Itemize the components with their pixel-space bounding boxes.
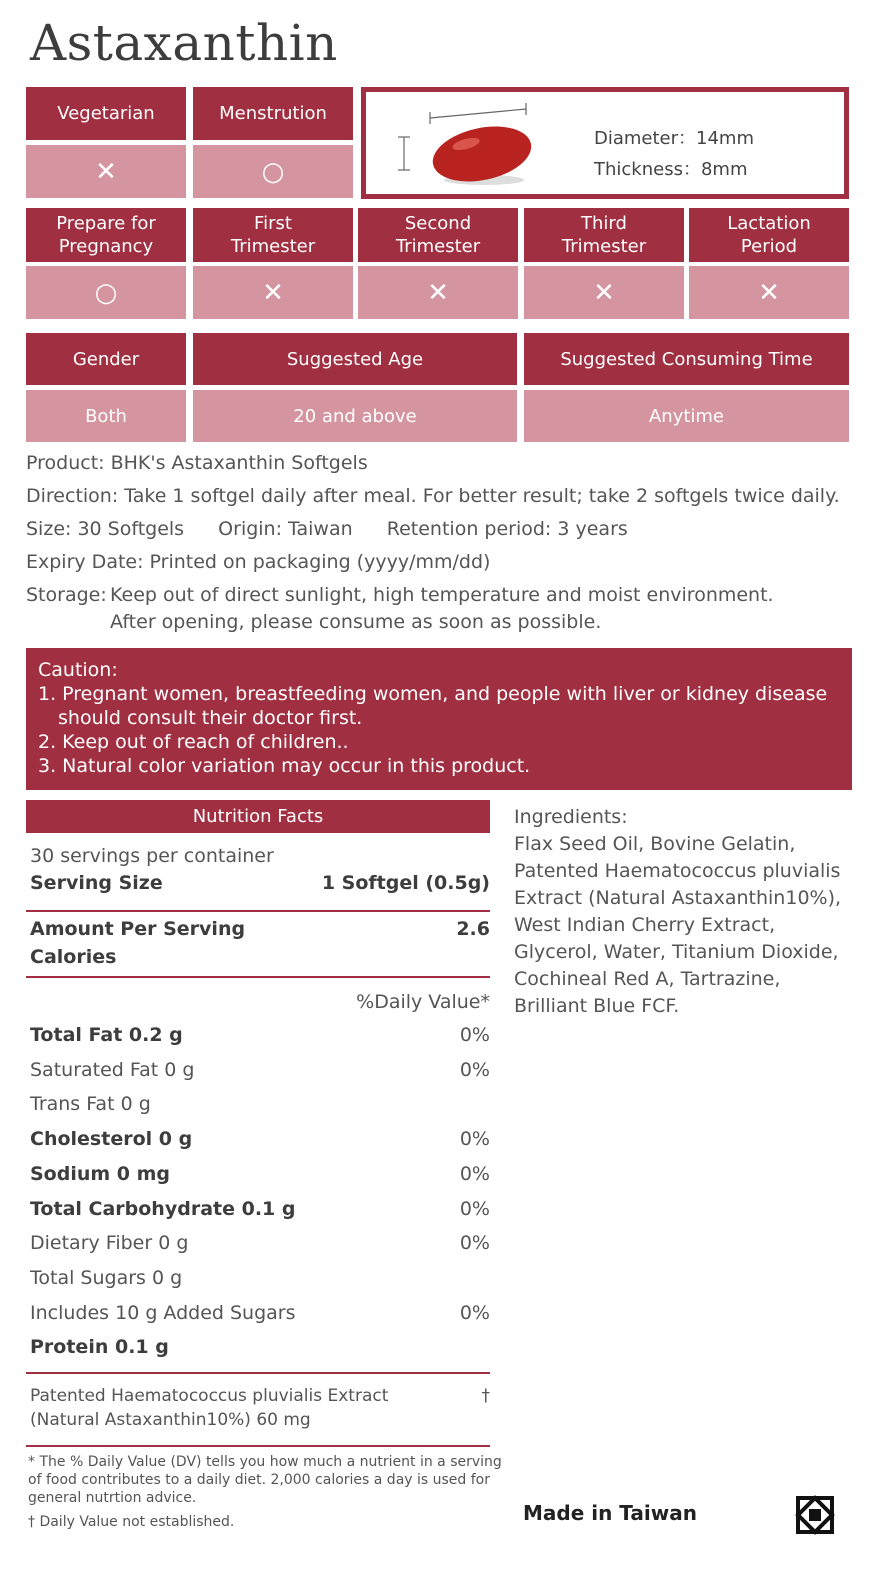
nutrient-dv: 0% (459, 1197, 490, 1220)
menstruation-value: ○ (193, 145, 353, 198)
servings-per-container (30, 845, 490, 867)
nutrient-label: Trans Fat 0 g (30, 1093, 151, 1116)
nutrient-dv: 0% (459, 1301, 490, 1324)
servings-text: 30 servings per container (30, 845, 274, 867)
page-title: Astaxanthin (30, 14, 338, 72)
nutrient-row (30, 1059, 490, 1081)
nutrient-row (30, 1024, 490, 1046)
nutrition-facts-heading: Nutrition Facts (26, 800, 490, 833)
nutrient-label: Total Sugars 0 g (30, 1266, 183, 1289)
extract-label-1: Patented Haematococcus pluvialis Extract (30, 1386, 389, 1406)
caution-item-2: 2. Keep out of reach of children.. (38, 731, 349, 753)
stage-value: ✕ (524, 266, 684, 319)
capsule-diameter: Diameter：14mm (594, 128, 755, 149)
stage-value: ○ (26, 266, 186, 319)
stage-header: Prepare for Pregnancy (26, 208, 186, 262)
size-text: Size: 30 Softgels (26, 518, 185, 540)
divider (26, 1445, 490, 1447)
nutrient-label: Includes 10 g Added Sugars (30, 1301, 296, 1324)
nutrient-label: Total Carbohydrate 0.1 g (30, 1197, 296, 1220)
gender-header: Gender (26, 333, 186, 385)
extract-row-2 (30, 1410, 490, 1430)
daily-value-header-text: %Daily Value* (356, 991, 490, 1013)
serving-size-label: Serving Size (30, 872, 163, 894)
nutrient-row (30, 1198, 490, 1220)
direction-line: Direction: Take 1 softgel daily after meal. For better result; take 2 softgels twice daily. (26, 485, 840, 507)
caution-title: Caution: (38, 659, 118, 681)
extract-mark: † (481, 1386, 490, 1406)
nutrient-row (30, 1163, 490, 1185)
consuming-time-value: Anytime (524, 390, 849, 442)
nutrient-row (30, 1128, 490, 1150)
ingredients-text: Flax Seed Oil, Bovine Gelatin, Patented Haematococcus pluvialis Extract (Natural Astaxanthin10%), West Indian Cherry Extract, Glycerol, Water, Titanium Dioxide, Cochineal Red A, Tartrazine, Brilliant Blue FCF. (514, 833, 842, 1017)
nutrient-dv: 0% (459, 1232, 490, 1255)
age-value: 20 and above (193, 390, 517, 442)
recycle-icon (795, 1495, 835, 1535)
nutrient-dv: 0% (459, 1162, 490, 1185)
calories-label: Calories (30, 946, 117, 968)
ingredients-title: Ingredients: (514, 806, 628, 828)
nutrient-dv: 0% (459, 1128, 490, 1151)
gender-value: Both (26, 390, 186, 442)
footnote-3: general nutrtion advice. (28, 1490, 197, 1506)
stage-header: Second Trimester (358, 208, 518, 262)
consuming-time-header: Suggested Consuming Time (524, 333, 849, 385)
amount-label: Amount Per Serving (30, 918, 246, 940)
vegetarian-value: ✕ (26, 145, 186, 198)
caution-item-3: 3. Natural color variation may occur in this product. (38, 755, 531, 777)
expiry-line: Expiry Date: Printed on packaging (yyyy/mm/dd) (26, 551, 491, 573)
origin-text: Origin: Taiwan (218, 518, 353, 540)
nutrient-label: Cholesterol 0 g (30, 1128, 193, 1151)
calories-value: 2.6 (456, 918, 490, 940)
nutrient-row (30, 1232, 490, 1254)
divider (26, 1372, 490, 1374)
caution-box (26, 648, 852, 790)
amount-per-serving-row (30, 918, 490, 940)
nutrient-dv: 0% (459, 1024, 490, 1046)
nutrient-label: Dietary Fiber 0 g (30, 1232, 189, 1255)
stage-value: ✕ (689, 266, 849, 319)
extract-label-2: (Natural Astaxanthin10%) 60 mg (30, 1410, 311, 1430)
capsule-thickness: Thickness：8mm (594, 159, 748, 180)
caution-item-1-cont: should consult their doctor first. (58, 707, 363, 729)
storage-line-1: Keep out of direct sunlight, high temperature and moist environment. (110, 584, 774, 606)
ingredients-block (514, 804, 854, 1020)
nutrient-label: Total Fat 0.2 g (30, 1024, 183, 1046)
storage-line-2: After opening, please consume as soon as possible. (110, 611, 602, 633)
product-line: Product: BHK's Astaxanthin Softgels (26, 452, 368, 474)
caution-item-1: 1. Pregnant women, breastfeeding women, and people with liver or kidney disease (38, 683, 828, 705)
stage-value: ✕ (193, 266, 353, 319)
nutrient-row (30, 1336, 490, 1358)
nutrient-label: Saturated Fat 0 g (30, 1058, 195, 1081)
serving-size-value: 1 Softgel (0.5g) (321, 872, 490, 894)
retention-text: Retention period: 3 years (386, 518, 628, 540)
footnote-2: of food contributes to a daily diet. 2,000 calories a day is used for (28, 1472, 491, 1488)
nutrient-row (30, 1267, 490, 1289)
serving-size-row (30, 872, 490, 894)
capsule-size-panel (361, 87, 849, 199)
footnote-1: * The % Daily Value (DV) tells you how much a nutrient in a serving (28, 1454, 502, 1470)
nutrient-label: Sodium 0 mg (30, 1162, 171, 1185)
nutrient-row (30, 1302, 490, 1324)
stage-header: Third Trimester (524, 208, 684, 262)
nutrient-dv: 0% (459, 1058, 490, 1081)
vegetarian-header: Vegetarian (26, 87, 186, 140)
extract-row (30, 1386, 490, 1406)
stage-header: Lactation Period (689, 208, 849, 262)
made-in-taiwan: Made in Taiwan (523, 1501, 697, 1525)
daily-value-header (30, 991, 490, 1013)
age-header: Suggested Age (193, 333, 517, 385)
nutrient-row (30, 1093, 490, 1115)
divider (26, 976, 490, 978)
footnote-4: † Daily Value not established. (28, 1514, 235, 1530)
calories-row (30, 946, 490, 968)
storage-label: Storage: (26, 584, 107, 606)
stage-header: First Trimester (193, 208, 353, 262)
divider (26, 910, 490, 912)
menstruation-header: Menstrution (193, 87, 353, 140)
nutrient-label: Protein 0.1 g (30, 1336, 169, 1359)
stage-value: ✕ (358, 266, 518, 319)
size-line (26, 518, 628, 540)
